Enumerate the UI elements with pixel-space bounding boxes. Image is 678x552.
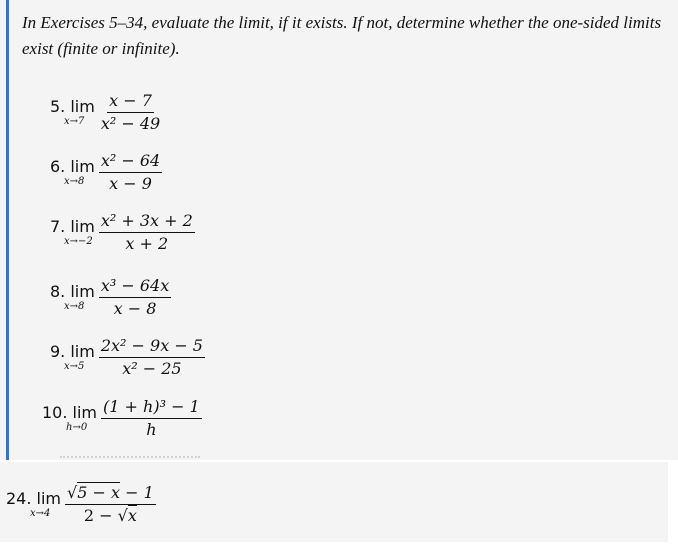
fraction (101, 396, 202, 441)
limit-approach: x→7 (64, 115, 85, 127)
numerator: x − 7 (107, 90, 154, 113)
fraction (99, 335, 205, 380)
denominator (82, 505, 139, 527)
limit-label: 9. lim (50, 341, 95, 361)
numerator: x² − 64 (99, 150, 162, 173)
exercise-9 (50, 335, 205, 380)
limit-label: 24. lim (6, 488, 62, 508)
accent-bar (6, 0, 9, 460)
denominator: x − 8 (113, 299, 157, 318)
denominator: x − 9 (109, 174, 152, 193)
numerator: x² + 3x + 2 (99, 210, 195, 233)
limit-label: 8. lim (50, 281, 95, 301)
radicand: 5 − x (77, 483, 120, 502)
denominator-head: 2 − (83, 506, 118, 525)
limit-label: 5. lim (50, 96, 95, 116)
limit-approach: x→4 (30, 507, 51, 519)
denominator: x + 2 (125, 234, 169, 253)
fraction (99, 90, 162, 135)
fraction (65, 482, 156, 527)
numerator (65, 482, 156, 505)
radicand: x (127, 506, 137, 525)
numerator-tail: − 1 (120, 483, 154, 502)
limit-label: 10. lim (42, 402, 98, 422)
numerator: (1 + h)³ − 1 (101, 396, 202, 419)
exercise-5 (50, 90, 162, 135)
limit-approach: x→5 (64, 360, 85, 372)
limit-approach: x→8 (64, 175, 85, 187)
limit-approach: x→−2 (64, 235, 93, 247)
numerator: 2x² − 9x − 5 (99, 335, 205, 358)
limit-approach: h→0 (66, 421, 88, 433)
limit-label: 7. lim (50, 216, 95, 236)
sqrt-icon: √ (67, 483, 78, 502)
exercise-7 (50, 210, 195, 255)
exercise-6 (50, 150, 162, 195)
denominator: h (146, 420, 157, 439)
denominator: x² − 25 (122, 359, 182, 378)
exercise-24 (6, 482, 156, 527)
numerator: x³ − 64x (99, 275, 171, 298)
instructions-text: In Exercises 5–34, evaluate the limit, if it exists. If not, determine whether the one-sided limits exist (finite or infinite). (22, 13, 662, 58)
exercise-10 (42, 396, 202, 441)
fraction (99, 210, 195, 255)
fraction (99, 275, 171, 320)
denominator: x² − 49 (100, 114, 161, 133)
limit-approach: x→8 (64, 300, 85, 312)
limit-label: 6. lim (50, 156, 95, 176)
fraction (99, 150, 162, 195)
sqrt-icon: √ (117, 506, 128, 525)
exercise-8 (50, 275, 171, 320)
